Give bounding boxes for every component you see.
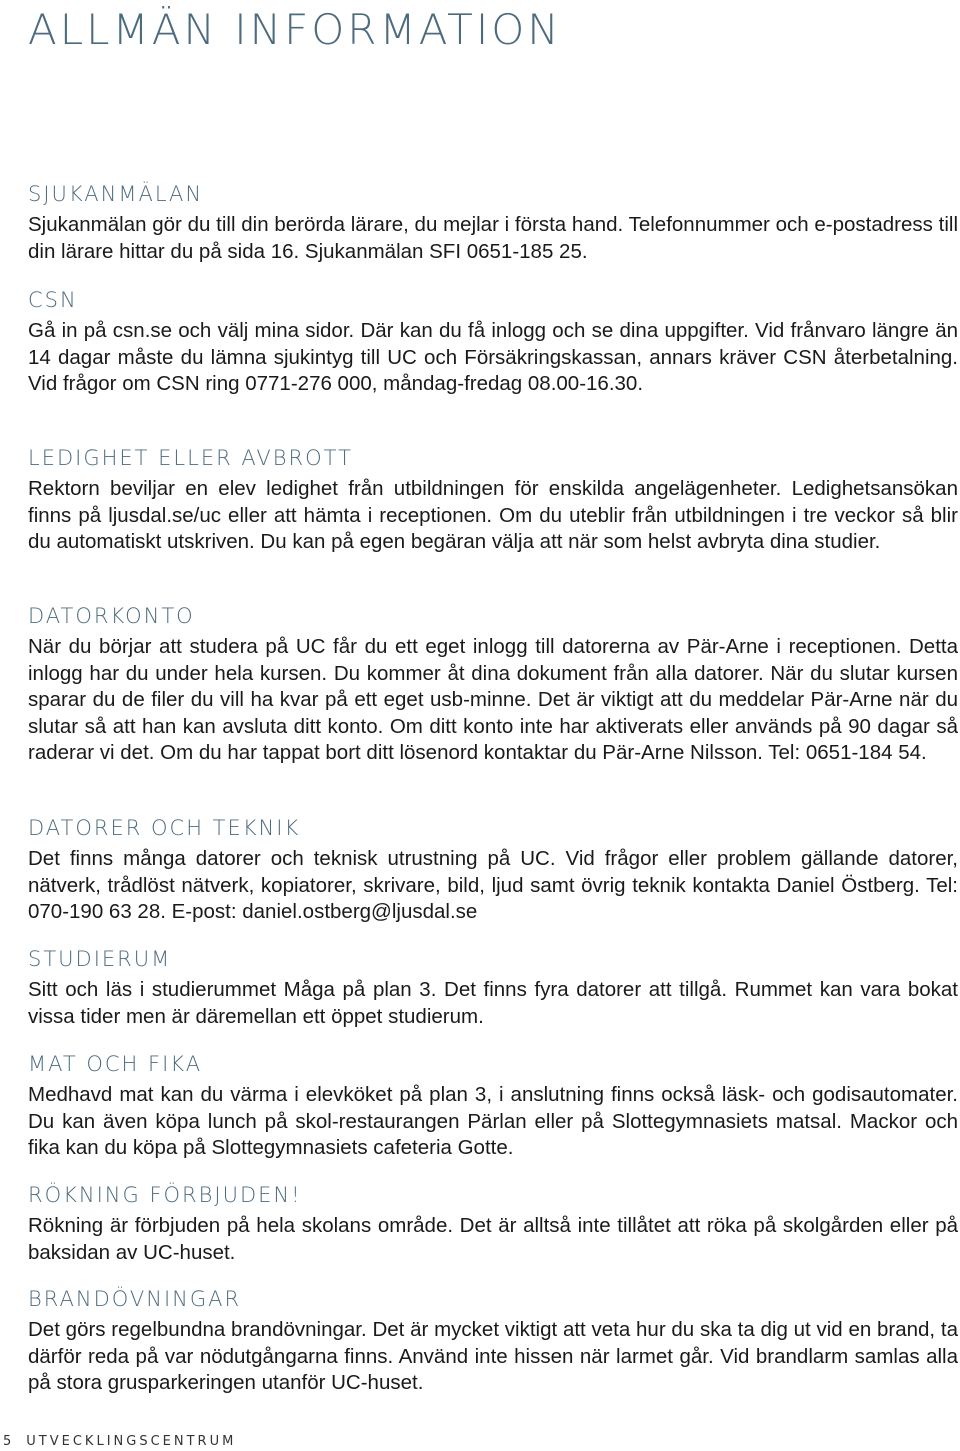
section-text: Sitt och läs i studierummet Måga på plan 3. Det finns fyra datorer att tillgå. Rummet kan vara bokat vissa tider men är däremellan ett öppet studierum. — [28, 978, 958, 1028]
section-text: Rektorn beviljar en elev ledighet från utbildningen för enskilda angelägenheter. Ledighetsansökan finns på ljusdal.se/uc eller att hämta i receptionen. Om du uteblir från utbildningen i tre veckor så blir du automatiskt utskriven. Du kan på egen begäran välja att när som helst avbryta dina studier. — [28, 477, 958, 553]
section-heading: SJUKANMÄLAN — [28, 182, 204, 206]
section-text: När du börjar att studera på UC får du ett eget inlogg till datorerna av Pär-Arne i receptionen. Detta inlogg har du under hela kursen. Du kommer åt dina dokument från alla datorer. När du slutar kursen sparar du de filer du vill ha kvar på ett eget usb-minne. Det är viktigt att du meddelar Pär-Arne när du slutar så att han kan avsluta ditt konto. Om ditt konto inte har aktiverats eller används på 90 dagar så raderar vi det. Om du har tappat bort ditt lösenord kontaktar du Pär-Arne Nilsson. Tel: 0651-184 54. — [28, 635, 958, 764]
page-footer — [3, 1434, 236, 1449]
section-heading: BRANDÖVNINGAR — [28, 1287, 242, 1311]
page-number: 5 — [3, 1434, 15, 1449]
section-sjukanmalan — [28, 180, 958, 265]
section-heading: DATORER OCH TEKNIK — [28, 816, 301, 840]
section-datorkonto — [28, 602, 958, 767]
section-heading: LEDIGHET ELLER AVBROTT — [28, 446, 353, 470]
section-text: Det finns många datorer och teknisk utrustning på UC. Vid frågor eller problem gällande datorer, nätverk, trådlöst nätverk, kopiatorer, skrivare, bild, ljud samt övrig teknik kontakta Daniel Östberg. Tel: 070-190 63 28. E-post: daniel.ostberg@ljusdal.se — [28, 847, 958, 923]
section-mat-och-fika — [28, 1050, 958, 1162]
section-csn — [28, 286, 958, 398]
section-brandovningar — [28, 1285, 958, 1397]
section-heading: CSN — [28, 288, 78, 312]
section-text: Det görs regelbundna brandövningar. Det är mycket viktigt att veta hur du ska ta dig ut vid en brand, ta därför reda på var nödutgångarna finns. Använd inte hissen när larmet går. Vid brandlarm samlas alla på stora grusparkeringen utanför UC-huset. — [28, 1318, 958, 1394]
page-title: ALLMÄN INFORMATION — [28, 5, 562, 54]
section-datorer-och-teknik — [28, 814, 958, 926]
section-studierum — [28, 945, 958, 1030]
section-rokning — [28, 1181, 958, 1266]
section-heading: MAT OCH FIKA — [28, 1052, 203, 1076]
section-heading: STUDIERUM — [28, 947, 172, 971]
section-heading: DATORKONTO — [28, 604, 195, 628]
section-heading: RÖKNING FÖRBJUDEN! — [28, 1183, 302, 1207]
section-text: Medhavd mat kan du värma i elevköket på plan 3, i anslutning finns också läsk- och godisautomater. Du kan även köpa lunch på skol-restaurangen Pärlan eller på Slottegymnasiets matsal. Mackor och fika kan du köpa på Slottegymnasiets cafeteria Gotte. — [28, 1083, 958, 1159]
section-text: Gå in på csn.se och välj mina sidor. Där kan du få inlogg och se dina uppgifter. Vid frånvaro längre än 14 dagar måste du lämna sjukintyg till UC och Försäkringskassan, annars kräver CSN återbetalning. Vid frågor om CSN ring 0771-276 000, måndag-fredag 08.00-16.30. — [28, 319, 958, 395]
footer-label: UTVECKLINGSCENTRUM — [26, 1434, 237, 1449]
section-ledighet — [28, 444, 958, 556]
section-text: Rökning är förbjuden på hela skolans område. Det är alltså inte tillåtet att röka på skolgården eller på baksidan av UC-huset. — [28, 1214, 958, 1264]
section-text: Sjukanmälan gör du till din berörda lärare, du mejlar i första hand. Telefonnummer och e-postadress till din lärare hittar du på sida 16. Sjukanmälan SFI 0651-185 25. — [28, 213, 958, 263]
